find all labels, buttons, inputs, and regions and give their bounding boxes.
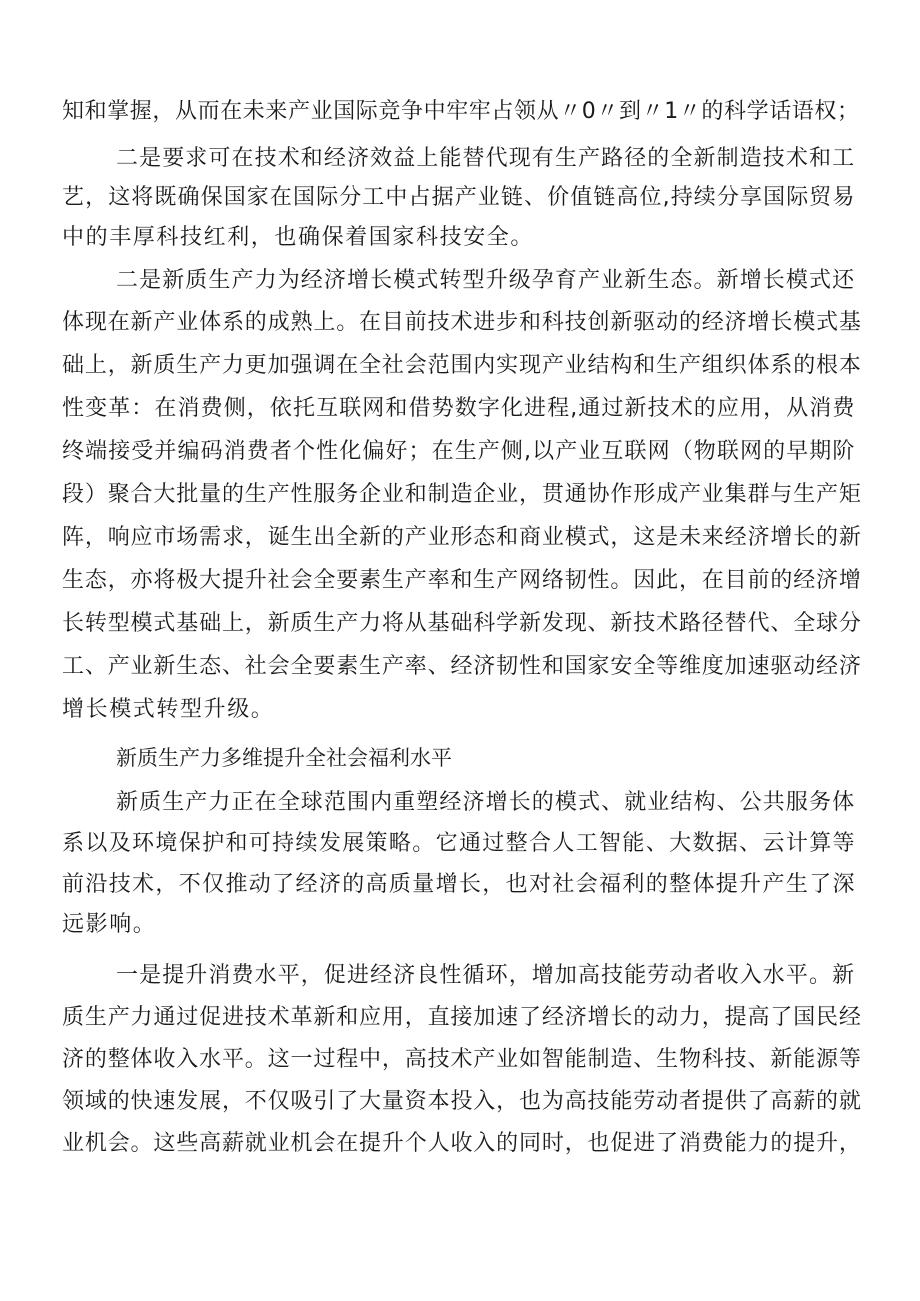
text-line: 领域的快速发展，不仅吸引了大量资本投入，也为高技能劳动者提供了高薪的就 — [62, 1089, 862, 1114]
text-line: 阵，响应市场需求，诞生出全新的产业形态和商业模式，这是未来经济增长的新 — [62, 525, 862, 550]
text-line: 体现在新产业体系的成熟上。在目前技术进步和科技创新驱动的经济增长模式基 — [62, 310, 862, 335]
text-line: 性变革：在消费侧，依托互联网和借势数字化进程,通过新技术的应用，从消费 — [62, 396, 856, 421]
text-line: 中的丰厚科技红利，也确保着国家科技安全。 — [62, 225, 535, 250]
text-line: 系以及环境保护和可持续发展策略。它通过整合人工智能、大数据、云计算等 — [62, 831, 856, 856]
text-line: 础上，新质生产力更加强调在全社会范围内实现产业结构和生产组织体系的根本 — [62, 353, 862, 378]
text-line: 远影响。 — [62, 912, 157, 937]
text-line: 艺，这将既确保国家在国际分工中占据产业链、价值链高位,持续分享国际贸易 — [62, 185, 856, 210]
text-line: 一是提升消费水平，促进经济良性循环，增加高技能劳动者收入水平。新 — [116, 963, 856, 988]
text-line: 生态，亦将极大提升社会全要素生产率和生产网络韧性。因此，在目前的经济增 — [62, 568, 862, 593]
text-line: 长转型模式基础上，新质生产力将从基础科学新发现、新技术路径替代、全球分 — [62, 611, 862, 636]
section-heading: 新质生产力多维提升全社会福利水平 — [116, 746, 452, 770]
text-line: 质生产力通过促进技术革新和应用，直接加速了经济增长的动力，提高了国民经 — [62, 1005, 862, 1030]
text-line: 增长模式转型升级。 — [62, 697, 275, 722]
text-line: 二是新质生产力为经济增长模式转型升级孕育产业新生态。新增长模式还 — [116, 268, 856, 293]
text-line: 终端接受并编码消费者个性化偏好；在生产侧,以产业互联网（物联网的早期阶 — [62, 439, 856, 464]
text-line: 业机会。这些高薪就业机会在提升个人收入的同时，也促进了消费能力的提升， — [62, 1131, 862, 1156]
text-line: 济的整体收入水平。这一过程中，高技术产业如智能制造、生物科技、新能源等 — [62, 1047, 862, 1072]
text-line: 知和掌握，从而在未来产业国际竞争中牢牢占领从〃0〃到〃1〃的科学话语权； — [62, 99, 860, 124]
text-line: 二是要求可在技术和经济效益上能替代现有生产路径的全新制造技术和工 — [116, 146, 856, 171]
text-line: 段）聚合大批量的生产性服务企业和制造企业，贯通协作形成产业集群与生产矩 — [62, 482, 862, 507]
text-line: 工、产业新生态、社会全要素生产率、经济韧性和国家安全等维度加速驱动经济 — [62, 654, 862, 679]
text-line: 前沿技术，不仅推动了经济的高质量增长，也对社会福利的整体提升产生了深 — [62, 872, 856, 897]
text-line: 新质生产力正在全球范围内重塑经济增长的模式、就业结构、公共服务体 — [116, 790, 856, 815]
